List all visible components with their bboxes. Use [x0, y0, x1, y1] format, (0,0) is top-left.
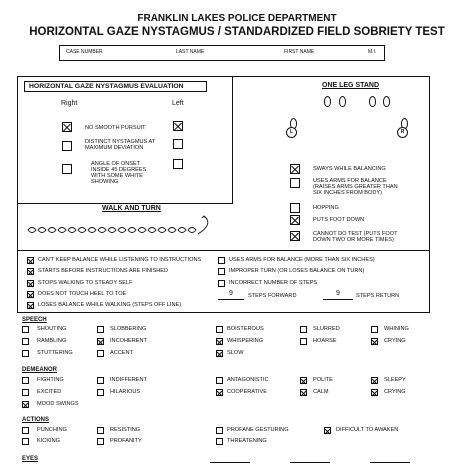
- demeanor-polite-label: POLITE: [313, 377, 333, 383]
- eyes-field-line: [370, 462, 410, 463]
- demeanor-mood-swings-label: MOOD SWINGS: [37, 401, 79, 407]
- demeanor-calm-label: CALM: [313, 389, 329, 395]
- hgn-smooth-pursuit-label: NO SMOOTH PURSUIT: [85, 125, 146, 131]
- actions-profanity-label: PROFANITY: [110, 438, 142, 444]
- sways-checkbox[interactable]: [290, 164, 300, 174]
- demeanor-fighting-label: FIGHTING: [37, 377, 64, 383]
- speech-slow-label: SLOW: [227, 350, 244, 356]
- actions-punching-label: PUNCHING: [37, 427, 67, 433]
- sways-label: SWAYS WHILE BALANCING: [313, 166, 386, 172]
- demeanor-mood-swings-checkbox[interactable]: [22, 401, 29, 408]
- walk-incorrect-steps-label: INCORRECT NUMBER OF STEPS: [229, 280, 318, 286]
- speech-accent-label: ACCENT: [110, 350, 133, 356]
- walk-loses-balance-checkbox[interactable]: [27, 302, 34, 309]
- walk-uses-arms-checkbox[interactable]: [218, 257, 225, 264]
- speech-slobbering-checkbox[interactable]: [97, 326, 104, 333]
- hgn-onset-left-checkbox[interactable]: [173, 159, 183, 169]
- steps-return-value[interactable]: 9: [336, 290, 340, 297]
- hgn-max-deviation-label-2: MAXIMUM DEVIATION: [85, 145, 144, 151]
- speech-slobbering-label: SLOBBERING: [110, 326, 147, 332]
- actions-kicking-label: KICKING: [37, 438, 61, 444]
- mi-label: M.I.: [368, 49, 377, 55]
- actions-threatening-label: THREATENING: [227, 438, 267, 444]
- demeanor-hilarious-checkbox[interactable]: [97, 389, 104, 396]
- speech-stuttering-label: STUTTERING: [37, 350, 73, 356]
- speech-incoherent-checkbox[interactable]: [97, 338, 104, 345]
- speech-accent-checkbox[interactable]: [97, 350, 104, 357]
- divider-vertical: [232, 76, 233, 204]
- actions-profanity-checkbox[interactable]: [97, 438, 104, 445]
- form-title: HORIZONTAL GAZE NYSTAGMUS / STANDARDIZED FIELD SOBRIETY TEST: [29, 26, 445, 38]
- uses-arms-checkbox[interactable]: [290, 178, 300, 188]
- speech-incoherent-label: INCOHERENT: [110, 338, 147, 344]
- actions-kicking-checkbox[interactable]: [22, 438, 29, 445]
- walk-heel-toe-checkbox[interactable]: [27, 291, 34, 298]
- actions-profane-gesturing-checkbox[interactable]: [216, 427, 223, 434]
- walk-improper-turn-label: IMPROPER TURN (OR LOSES BALANCE ON TURN): [229, 268, 365, 274]
- speech-crying-checkbox[interactable]: [371, 338, 378, 345]
- first-name-label: FIRST NAME: [284, 49, 315, 55]
- walk-starts-before-checkbox[interactable]: [27, 268, 34, 275]
- demeanor-indifferent-checkbox[interactable]: [97, 377, 104, 384]
- speech-boisterous-checkbox[interactable]: [216, 326, 223, 333]
- heel-to-toe-footprints-icon: [24, 212, 214, 248]
- hgn-onset-label-1: ANGLE OF ONSET: [91, 161, 141, 167]
- demeanor-crying-checkbox[interactable]: [371, 389, 378, 396]
- walk-stops-walking-checkbox[interactable]: [27, 280, 34, 287]
- hgn-right-label: Right: [61, 100, 78, 107]
- hgn-max-deviation-right-checkbox[interactable]: [62, 141, 72, 151]
- eyes-field-line: [210, 462, 250, 463]
- speech-slow-checkbox[interactable]: [216, 350, 223, 357]
- speech-title: SPEECH: [22, 317, 47, 323]
- speech-slurred-checkbox[interactable]: [300, 326, 307, 333]
- hgn-smooth-pursuit-left-checkbox[interactable]: [173, 121, 183, 131]
- uses-arms-label-2: (RAISES ARMS GREATER THAN: [313, 184, 398, 190]
- department-name: FRANKLIN LAKES POLICE DEPARTMENT: [137, 13, 337, 24]
- speech-shouting-checkbox[interactable]: [22, 326, 29, 333]
- left-foot-marker: L: [286, 127, 297, 138]
- right-foot-marker: R: [397, 127, 408, 138]
- speech-boisterous-label: BOISTEROUS: [227, 326, 264, 332]
- speech-hoarse-checkbox[interactable]: [300, 338, 307, 345]
- puts-foot-down-checkbox[interactable]: [290, 215, 300, 225]
- foot-print-left-icon: [324, 96, 331, 107]
- foot-print-right-icon: [339, 96, 346, 107]
- cannot-do-test-label-2: DOWN TWO OR MORE TIMES): [313, 237, 394, 243]
- speech-shouting-label: SHOUTING: [37, 326, 67, 332]
- hgn-onset-label-4: SHOWING: [91, 179, 119, 185]
- walk-loses-balance-label: LOSES BALANCE WHILE WALKING (STEPS OFF LINE): [38, 302, 182, 308]
- walk-incorrect-steps-checkbox[interactable]: [218, 280, 225, 287]
- demeanor-sleepy-checkbox[interactable]: [371, 377, 378, 384]
- hgn-onset-label-2: INSIDE 45 DEGREES: [91, 167, 147, 173]
- walk-cant-keep-balance-label: CAN'T KEEP BALANCE WHILE LISTENING TO INSTRUCTIONS: [38, 257, 202, 263]
- speech-whispering-checkbox[interactable]: [216, 338, 223, 345]
- hgn-title: HORIZONTAL GAZE NYSTAGMUS EVALUATION: [29, 83, 184, 90]
- divider-walk-items: [17, 250, 430, 251]
- steps-forward-label: STEPS FORWARD: [248, 293, 297, 299]
- demeanor-fighting-checkbox[interactable]: [22, 377, 29, 384]
- walk-starts-before-label: STARTS BEFORE INSTRUCTIONS ARE FINISHED: [38, 268, 169, 274]
- divider-hgn-walk: [17, 203, 233, 204]
- demeanor-title: DEMEANOR: [22, 367, 58, 373]
- demeanor-crying-label: CRYING: [384, 389, 406, 395]
- walk-stops-walking-label: STOPS WALKING TO STEADY SELF: [38, 280, 133, 286]
- steps-forward-value[interactable]: 9: [229, 290, 233, 297]
- cannot-do-test-checkbox[interactable]: [290, 231, 300, 241]
- actions-resisting-checkbox[interactable]: [97, 427, 104, 434]
- actions-punching-checkbox[interactable]: [22, 427, 29, 434]
- speech-rambling-label: RAMBLING: [37, 338, 67, 344]
- hgn-left-label: Left: [172, 100, 184, 107]
- demeanor-excited-checkbox[interactable]: [22, 389, 29, 396]
- walk-cant-keep-balance-checkbox[interactable]: [27, 257, 34, 264]
- demeanor-antagonistic-checkbox[interactable]: [216, 377, 223, 384]
- walk-improper-turn-checkbox[interactable]: [218, 268, 225, 275]
- steps-forward-line: [218, 299, 244, 300]
- case-number-label: CASE NUMBER: [66, 49, 103, 55]
- demeanor-indifferent-label: INDIFFERENT: [110, 377, 147, 383]
- speech-crying-label: CRYING: [384, 338, 406, 344]
- speech-rambling-checkbox[interactable]: [22, 338, 29, 345]
- foot-print-left-icon: [369, 96, 376, 107]
- identification-fields: [59, 45, 385, 61]
- hgn-onset-right-checkbox[interactable]: [62, 164, 72, 174]
- actions-resisting-label: RESISTING: [110, 427, 141, 433]
- puts-foot-down-label: PUTS FOOT DOWN: [313, 217, 365, 223]
- actions-profane-gesturing-label: PROFANE GESTURING: [227, 427, 289, 433]
- demeanor-polite-checkbox[interactable]: [300, 377, 307, 384]
- steps-return-label: STEPS RETURN: [356, 293, 400, 299]
- hopping-label: HOPPING: [313, 205, 339, 211]
- demeanor-sleepy-label: SLEEPY: [384, 377, 406, 383]
- cannot-do-test-label-1: CANNOT DO TEST (PUTS FOOT: [313, 231, 398, 237]
- last-name-label: LAST NAME: [176, 49, 205, 55]
- uses-arms-label-3: SIX INCHES FROM BODY): [313, 190, 382, 196]
- hopping-checkbox[interactable]: [290, 203, 300, 213]
- actions-difficult-awaken-checkbox[interactable]: [324, 427, 331, 434]
- eyes-field-line: [290, 462, 330, 463]
- actions-threatening-checkbox[interactable]: [216, 438, 223, 445]
- actions-title: ACTIONS: [22, 417, 49, 423]
- hgn-smooth-pursuit-right-checkbox[interactable]: [62, 122, 72, 132]
- hgn-title-box: [24, 81, 207, 92]
- hgn-max-deviation-label-1: DISTINCT NYSTAGMUS AT: [85, 139, 156, 145]
- demeanor-cooperative-label: COOPERATIVE: [227, 389, 267, 395]
- steps-return-line: [323, 299, 353, 300]
- speech-whining-label: WHINING: [384, 326, 409, 332]
- demeanor-cooperative-checkbox[interactable]: [216, 389, 223, 396]
- hgn-max-deviation-left-checkbox[interactable]: [173, 139, 183, 149]
- walk-heel-toe-label: DOES NOT TOUCH HEEL TO TOE: [38, 291, 127, 297]
- eyes-title: EYES: [22, 456, 39, 462]
- speech-whispering-label: WHISPERING: [227, 338, 264, 344]
- one-leg-stand-title: ONE LEG STAND: [322, 82, 380, 89]
- foot-print-right-icon: [383, 96, 390, 107]
- demeanor-antagonistic-label: ANTAGONISTIC: [227, 377, 269, 383]
- walk-and-turn-title: WALK AND TURN: [102, 205, 161, 212]
- uses-arms-label-1: USES ARMS FOR BALANCE: [313, 178, 387, 184]
- actions-difficult-awaken-label: DIFFICULT TO AWAKEN: [336, 427, 399, 433]
- demeanor-excited-label: EXCITED: [37, 389, 62, 395]
- hgn-onset-label-3: WITH SOME WHITE: [91, 173, 143, 179]
- walk-uses-arms-label: USES ARMS FOR BALANCE (MORE THAN SIX INCHES): [229, 257, 375, 263]
- speech-stuttering-checkbox[interactable]: [22, 350, 29, 357]
- speech-whining-checkbox[interactable]: [371, 326, 378, 333]
- demeanor-hilarious-label: HILARIOUS: [110, 389, 141, 395]
- speech-hoarse-label: HOARSE: [313, 338, 337, 344]
- speech-slurred-label: SLURRED: [313, 326, 340, 332]
- demeanor-calm-checkbox[interactable]: [300, 389, 307, 396]
